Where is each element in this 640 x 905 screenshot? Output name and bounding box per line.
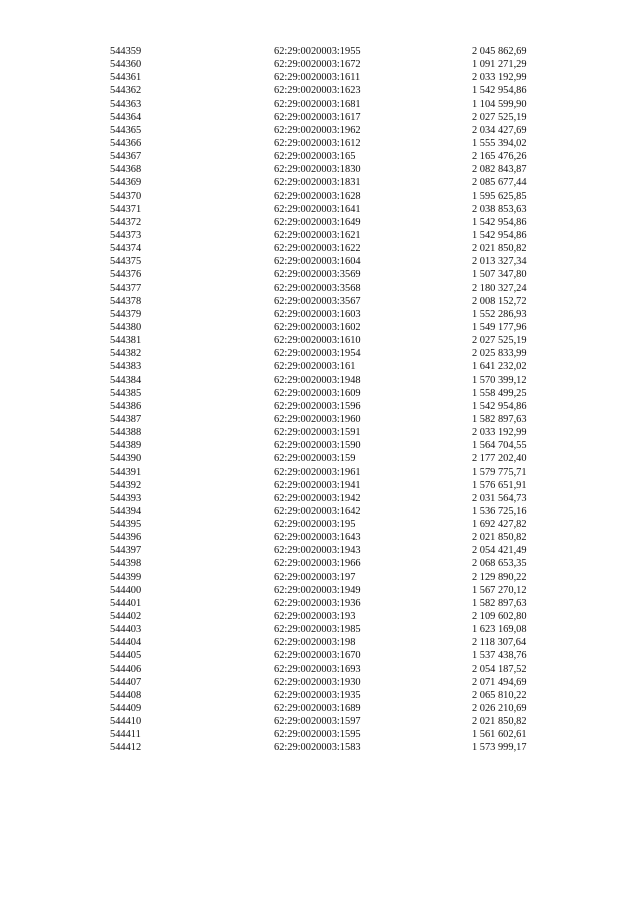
cadastral-number-cell: 62:29:0020003:1621 — [274, 229, 361, 241]
cadastral-number-cell: 62:29:0020003:1596 — [274, 400, 361, 412]
cadastral-value-cell: 1 537 438,76 — [472, 650, 527, 662]
record-id-cell: 544384 — [110, 374, 142, 386]
table-row — [0, 321, 640, 334]
table-row — [0, 98, 640, 111]
table-row — [0, 163, 640, 176]
table-row — [0, 479, 640, 492]
cadastral-value-cell: 1 573 999,17 — [472, 742, 527, 754]
cadastral-value-cell: 1 552 286,93 — [472, 308, 527, 320]
cadastral-value-cell: 2 129 890,22 — [472, 571, 527, 583]
record-id-cell: 544363 — [110, 98, 142, 110]
cadastral-value-cell: 1 576 651,91 — [472, 479, 527, 491]
record-id-cell: 544399 — [110, 571, 142, 583]
record-id-cell: 544398 — [110, 558, 142, 570]
table-row — [0, 400, 640, 413]
cadastral-value-cell: 2 025 833,99 — [472, 348, 527, 360]
cadastral-number-cell: 62:29:0020003:195 — [274, 519, 356, 531]
cadastral-number-cell: 62:29:0020003:1612 — [274, 137, 361, 149]
cadastral-number-cell: 62:29:0020003:1597 — [274, 716, 361, 728]
cadastral-value-cell: 1 564 704,55 — [472, 440, 527, 452]
cadastral-value-cell: 1 091 271,29 — [472, 59, 527, 71]
cadastral-value-cell: 2 021 850,82 — [472, 532, 527, 544]
table-row — [0, 111, 640, 124]
cadastral-number-cell: 62:29:0020003:1603 — [274, 308, 361, 320]
cadastral-value-cell: 1 595 625,85 — [472, 190, 527, 202]
record-id-cell: 544406 — [110, 663, 142, 675]
cadastral-value-cell: 2 071 494,69 — [472, 676, 527, 688]
table-row — [0, 347, 640, 360]
cadastral-number-cell: 62:29:0020003:1641 — [274, 203, 361, 215]
table-row — [0, 295, 640, 308]
table-row — [0, 71, 640, 84]
cadastral-number-cell: 62:29:0020003:1962 — [274, 124, 361, 136]
cadastral-value-cell: 1 561 602,61 — [472, 729, 527, 741]
record-id-cell: 544376 — [110, 269, 142, 281]
table-row — [0, 571, 640, 584]
record-id-cell: 544407 — [110, 676, 142, 688]
record-id-cell: 544369 — [110, 177, 142, 189]
table-row — [0, 636, 640, 649]
cadastral-number-cell: 62:29:0020003:3567 — [274, 295, 361, 307]
cadastral-value-cell: 2 054 421,49 — [472, 545, 527, 557]
table-row — [0, 689, 640, 702]
cadastral-value-cell: 2 031 564,73 — [472, 492, 527, 504]
cadastral-value-cell: 1 536 725,16 — [472, 505, 527, 517]
cadastral-value-cell: 1 570 399,12 — [472, 374, 527, 386]
record-id-cell: 544397 — [110, 545, 142, 557]
table-row — [0, 413, 640, 426]
cadastral-number-cell: 62:29:0020003:1681 — [274, 98, 361, 110]
cadastral-value-cell: 1 542 954,86 — [472, 400, 527, 412]
record-id-cell: 544362 — [110, 85, 142, 97]
record-id-cell: 544382 — [110, 348, 142, 360]
record-id-cell: 544412 — [110, 742, 142, 754]
table-row — [0, 334, 640, 347]
cadastral-value-cell: 2 013 327,34 — [472, 256, 527, 268]
table-row — [0, 308, 640, 321]
record-id-cell: 544371 — [110, 203, 142, 215]
cadastral-number-cell: 62:29:0020003:1611 — [274, 72, 361, 84]
record-id-cell: 544380 — [110, 321, 142, 333]
cadastral-number-cell: 62:29:0020003:161 — [274, 361, 356, 373]
table-row — [0, 466, 640, 479]
table-row — [0, 216, 640, 229]
cadastral-number-cell: 62:29:0020003:1622 — [274, 243, 361, 255]
cadastral-value-cell: 2 068 653,35 — [472, 558, 527, 570]
cadastral-number-cell: 62:29:0020003:1670 — [274, 650, 361, 662]
table-row — [0, 649, 640, 662]
cadastral-value-cell: 2 027 525,19 — [472, 335, 527, 347]
cadastral-value-cell: 2 045 862,69 — [472, 46, 527, 57]
cadastral-number-cell: 62:29:0020003:197 — [274, 571, 356, 583]
cadastral-value-cell: 1 558 499,25 — [472, 387, 527, 399]
table-row — [0, 282, 640, 295]
record-id-cell: 544403 — [110, 624, 142, 636]
table-row — [0, 150, 640, 163]
table-row — [0, 255, 640, 268]
table-row — [0, 58, 640, 71]
table-row — [0, 715, 640, 728]
record-id-cell: 544375 — [110, 256, 142, 268]
cadastral-number-cell: 62:29:0020003:1583 — [274, 742, 361, 754]
table-row — [0, 268, 640, 281]
cadastral-value-cell: 1 549 177,96 — [472, 321, 527, 333]
table-row — [0, 242, 640, 255]
table-row — [0, 728, 640, 741]
record-id-cell: 544400 — [110, 584, 142, 596]
cadastral-number-cell: 62:29:0020003:1935 — [274, 689, 361, 701]
cadastral-value-cell: 2 065 810,22 — [472, 689, 527, 701]
cadastral-value-cell: 1 641 232,02 — [472, 361, 527, 373]
table-row — [0, 176, 640, 189]
cadastral-value-cell: 1 582 897,63 — [472, 597, 527, 609]
cadastral-number-cell: 62:29:0020003:1649 — [274, 216, 361, 228]
cadastral-number-cell: 62:29:0020003:1623 — [274, 85, 361, 97]
cadastral-number-cell: 62:29:0020003:1689 — [274, 703, 361, 715]
cadastral-value-cell: 1 104 599,90 — [472, 98, 527, 110]
cadastral-number-cell: 62:29:0020003:1949 — [274, 584, 361, 596]
table-row — [0, 492, 640, 505]
cadastral-number-cell: 62:29:0020003:198 — [274, 637, 356, 649]
record-id-cell: 544409 — [110, 703, 142, 715]
cadastral-number-cell: 62:29:0020003:1954 — [274, 348, 361, 360]
table-row — [0, 518, 640, 531]
table-row — [0, 203, 640, 216]
table-row — [0, 45, 640, 58]
record-id-cell: 544378 — [110, 295, 142, 307]
table-row — [0, 190, 640, 203]
record-id-cell: 544361 — [110, 72, 142, 84]
cadastral-number-cell: 62:29:0020003:1966 — [274, 558, 361, 570]
cadastral-number-cell: 62:29:0020003:3569 — [274, 269, 361, 281]
cadastral-number-cell: 62:29:0020003:1831 — [274, 177, 361, 189]
cadastral-number-cell: 62:29:0020003:3568 — [274, 282, 361, 294]
record-id-cell: 544391 — [110, 466, 142, 478]
cadastral-number-cell: 62:29:0020003:1955 — [274, 46, 361, 57]
table-row — [0, 610, 640, 623]
cadastral-value-cell: 2 027 525,19 — [472, 111, 527, 123]
cadastral-value-cell: 2 180 327,24 — [472, 282, 527, 294]
table-row — [0, 426, 640, 439]
cadastral-value-cell: 2 033 192,99 — [472, 72, 527, 84]
cadastral-number-cell: 62:29:0020003:193 — [274, 611, 356, 623]
cadastral-number-cell: 62:29:0020003:1930 — [274, 676, 361, 688]
record-id-cell: 544374 — [110, 243, 142, 255]
cadastral-value-cell: 2 082 843,87 — [472, 164, 527, 176]
record-id-cell: 544402 — [110, 611, 142, 623]
cadastral-number-cell: 62:29:0020003:165 — [274, 151, 356, 163]
cadastral-value-cell: 2 177 202,40 — [472, 453, 527, 465]
table-row — [0, 137, 640, 150]
cadastral-value-cell: 1 579 775,71 — [472, 466, 527, 478]
cadastral-number-cell: 62:29:0020003:1936 — [274, 597, 361, 609]
record-id-cell: 544404 — [110, 637, 142, 649]
record-id-cell: 544388 — [110, 427, 142, 439]
table-row — [0, 544, 640, 557]
table-row — [0, 505, 640, 518]
cadastral-number-cell: 62:29:0020003:1609 — [274, 387, 361, 399]
cadastral-number-cell: 62:29:0020003:1985 — [274, 624, 361, 636]
cadastral-value-cell: 1 692 427,82 — [472, 519, 527, 531]
table-row — [0, 702, 640, 715]
cadastral-number-cell: 62:29:0020003:1591 — [274, 427, 361, 439]
cadastral-value-cell: 1 542 954,86 — [472, 85, 527, 97]
table-row — [0, 741, 640, 754]
cadastral-number-cell: 62:29:0020003:1604 — [274, 256, 361, 268]
cadastral-value-cell: 2 085 677,44 — [472, 177, 527, 189]
table-row — [0, 676, 640, 689]
table-row — [0, 124, 640, 137]
table-row — [0, 360, 640, 373]
table-row — [0, 374, 640, 387]
cadastral-value-cell: 2 054 187,52 — [472, 663, 527, 675]
record-id-cell: 544405 — [110, 650, 142, 662]
record-id-cell: 544372 — [110, 216, 142, 228]
table-row — [0, 84, 640, 97]
cadastral-number-cell: 62:29:0020003:1628 — [274, 190, 361, 202]
record-id-cell: 544359 — [110, 46, 142, 57]
record-id-cell: 544392 — [110, 479, 142, 491]
cadastral-number-cell: 62:29:0020003:1943 — [274, 545, 361, 557]
cadastral-number-cell: 62:29:0020003:1830 — [274, 164, 361, 176]
table-row — [0, 531, 640, 544]
cadastral-value-cell: 1 582 897,63 — [472, 413, 527, 425]
cadastral-number-cell: 62:29:0020003:1961 — [274, 466, 361, 478]
cadastral-value-cell: 1 542 954,86 — [472, 216, 527, 228]
cadastral-number-cell: 62:29:0020003:1942 — [274, 492, 361, 504]
record-id-cell: 544364 — [110, 111, 142, 123]
table-row — [0, 584, 640, 597]
cadastral-number-cell: 62:29:0020003:1602 — [274, 321, 361, 333]
cadastral-value-cell: 2 033 192,99 — [472, 427, 527, 439]
record-id-cell: 544368 — [110, 164, 142, 176]
cadastral-number-cell: 62:29:0020003:1595 — [274, 729, 361, 741]
cadastral-value-cell: 2 165 476,26 — [472, 151, 527, 163]
record-id-cell: 544387 — [110, 413, 142, 425]
table-row — [0, 452, 640, 465]
data-table — [0, 45, 640, 755]
record-id-cell: 544370 — [110, 190, 142, 202]
cadastral-number-cell: 62:29:0020003:1672 — [274, 59, 361, 71]
cadastral-number-cell: 62:29:0020003:1941 — [274, 479, 361, 491]
record-id-cell: 544360 — [110, 59, 142, 71]
cadastral-number-cell: 62:29:0020003:1960 — [274, 413, 361, 425]
cadastral-number-cell: 62:29:0020003:1693 — [274, 663, 361, 675]
record-id-cell: 544377 — [110, 282, 142, 294]
record-id-cell: 544386 — [110, 400, 142, 412]
record-id-cell: 544408 — [110, 689, 142, 701]
cadastral-number-cell: 62:29:0020003:1617 — [274, 111, 361, 123]
record-id-cell: 544410 — [110, 716, 142, 728]
record-id-cell: 544411 — [110, 729, 141, 741]
cadastral-value-cell: 2 109 602,80 — [472, 611, 527, 623]
cadastral-number-cell: 62:29:0020003:1642 — [274, 505, 361, 517]
cadastral-value-cell: 1 507 347,80 — [472, 269, 527, 281]
record-id-cell: 544385 — [110, 387, 142, 399]
record-id-cell: 544366 — [110, 137, 142, 149]
record-id-cell: 544381 — [110, 335, 142, 347]
record-id-cell: 544373 — [110, 229, 142, 241]
record-id-cell: 544396 — [110, 532, 142, 544]
cadastral-number-cell: 62:29:0020003:1590 — [274, 440, 361, 452]
table-row — [0, 663, 640, 676]
record-id-cell: 544401 — [110, 597, 142, 609]
cadastral-number-cell: 62:29:0020003:159 — [274, 453, 356, 465]
record-id-cell: 544367 — [110, 151, 142, 163]
cadastral-value-cell: 2 038 853,63 — [472, 203, 527, 215]
cadastral-value-cell: 2 021 850,82 — [472, 243, 527, 255]
cadastral-number-cell: 62:29:0020003:1610 — [274, 335, 361, 347]
cadastral-number-cell: 62:29:0020003:1643 — [274, 532, 361, 544]
table-row — [0, 439, 640, 452]
record-id-cell: 544394 — [110, 505, 142, 517]
cadastral-value-cell: 1 567 270,12 — [472, 584, 527, 596]
cadastral-value-cell: 2 118 307,64 — [472, 637, 527, 649]
record-id-cell: 544389 — [110, 440, 142, 452]
cadastral-value-cell: 2 034 427,69 — [472, 124, 527, 136]
cadastral-value-cell: 1 542 954,86 — [472, 229, 527, 241]
record-id-cell: 544365 — [110, 124, 142, 136]
table-row — [0, 623, 640, 636]
table-row — [0, 557, 640, 570]
cadastral-value-cell: 2 008 152,72 — [472, 295, 527, 307]
table-row — [0, 387, 640, 400]
record-id-cell: 544383 — [110, 361, 142, 373]
record-id-cell: 544393 — [110, 492, 142, 504]
cadastral-value-cell: 2 026 210,69 — [472, 703, 527, 715]
cadastral-value-cell: 1 623 169,08 — [472, 624, 527, 636]
record-id-cell: 544390 — [110, 453, 142, 465]
cadastral-value-cell: 2 021 850,82 — [472, 716, 527, 728]
cadastral-value-cell: 1 555 394,02 — [472, 137, 527, 149]
record-id-cell: 544379 — [110, 308, 142, 320]
record-id-cell: 544395 — [110, 519, 142, 531]
cadastral-number-cell: 62:29:0020003:1948 — [274, 374, 361, 386]
table-row — [0, 597, 640, 610]
table-row — [0, 229, 640, 242]
